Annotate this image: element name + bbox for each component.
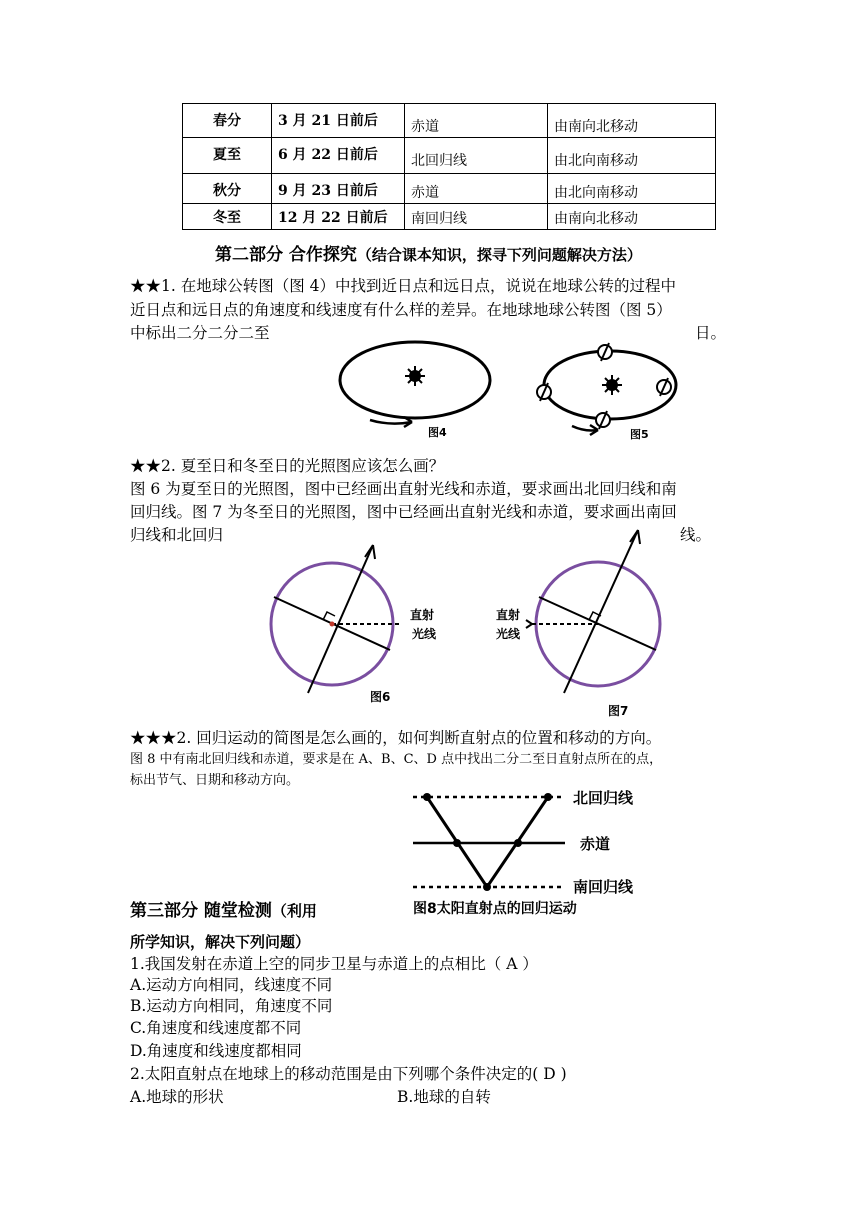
move-cell: 由南向北移动 [548,204,716,230]
p3-q1-option: D.角速度和线速度都相同 [130,1042,302,1060]
table-row [183,174,716,204]
fig8-caption: 图8太阳直射点的回归运动 [413,901,577,917]
fig7-ray-label1: 直射 [496,608,521,622]
fig8-equator-label: 赤道 [580,835,611,853]
part3-title: 第三部分 随堂检测 [130,901,272,921]
fig8-north-label: 北回归线 [573,789,634,807]
term-cell: 夏至 [183,138,272,174]
fig6-label: 图6 [370,690,391,704]
fig6-ray-label2: 光线 [412,627,437,641]
p3-q2-option-b: B.地球的自转 [397,1088,491,1106]
q2-line1: ★★2. 夏至日和冬至日的光照图应该怎么画？ [130,457,445,475]
q1-line3-right: 日。 [695,324,727,342]
q2-line4-left: 归线和北回归 [130,526,224,544]
fig4-orbit [340,342,490,439]
move-cell: 由北向南移动 [548,174,716,204]
season-table [182,103,716,230]
date-cell: 6 月 22 日前后 [272,138,405,174]
move-cell: 由北向南移动 [548,138,716,174]
fig8-south-label: 南回归线 [573,878,634,896]
table-row [183,204,716,230]
q1-line2: 近日点和远日点的角速度和线速度有什么样的差异。在地球地球公转图（图 5） [130,301,672,319]
fig5-label: 图5 [630,428,649,441]
date-cell: 9 月 23 日前后 [272,174,405,204]
fig8-diagram [405,785,685,920]
fig4-label: 图4 [428,426,447,439]
place-cell: 南回归线 [405,204,548,230]
p3-q1-option: A.运动方向相同，线速度不同 [130,976,333,994]
q1-line3-left: 中标出二分二分二至 [130,324,270,342]
place-cell: 北回归线 [405,138,548,174]
table-row [183,138,716,174]
part2-heading [215,240,642,265]
fig6 [271,545,437,704]
place-cell: 赤道 [405,104,548,138]
term-cell: 冬至 [183,204,272,230]
table-row [183,104,716,138]
p3-q1-option: C.角速度和线速度都不同 [130,1019,302,1037]
q3-line1: ★★★2. 回归运动的简图是怎么画的，如何判断直射点的位置和移动的方向。 [130,729,662,747]
part3-subtitle-a: （利用 [271,902,317,920]
date-cell: 12 月 22 日前后 [272,204,405,230]
q3-line3: 标出节气、日期和移动方向。 [130,773,300,788]
p3-q2-option-a: A.地球的形状 [130,1088,224,1106]
sun-icon [405,366,425,386]
fig7 [496,530,660,718]
fig6-ray-label1: 直射 [410,608,435,622]
earth-icon [537,383,551,401]
sun-icon [602,375,622,395]
earth-icon [596,411,610,429]
q1-line1: ★★1. 在地球公转图（图 4）中找到近日点和远日点，说说在地球公转的过程中 [130,277,677,295]
p3-q1-option: B.运动方向相同，角速度不同 [130,997,333,1015]
p3-q1: 1.我国发射在赤道上空的同步卫星与赤道上的点相比（ A ） [130,955,538,973]
fig7-label: 图7 [608,704,629,718]
orbit-figures [330,330,690,445]
place-cell: 赤道 [405,174,548,204]
q2-line3: 回归线。图 7 为冬至日的光照图，图中已经画出直射光线和赤道，要求画出南回 [130,503,677,521]
illumination-figures [260,525,680,725]
part2-title: 第二部分 合作探究 [215,245,357,265]
term-cell: 秋分 [183,174,272,204]
p3-q2: 2.太阳直射点在地球上的移动范围是由下列哪个条件决定的( D ) [130,1065,567,1083]
term-cell: 春分 [183,104,272,138]
earth-icon [657,378,671,396]
earth-icon [598,343,612,361]
q2-line4-right: 线。 [680,526,712,544]
date-cell: 3 月 21 日前后 [272,104,405,138]
fig7-ray-label2: 光线 [496,627,521,641]
fig5-orbit [537,343,676,441]
part3-subtitle-b: 所学知识，解决下列问题） [130,933,311,951]
move-cell: 由南向北移动 [548,104,716,138]
part2-subtitle: （结合课本知识，探寻下列问题解决方法） [356,246,642,264]
part3-heading [130,896,317,921]
q2-line2: 图 6 为夏至日的光照图，图中已经画出直射光线和赤道，要求画出北回归线和南 [130,480,677,498]
q3-line2: 图 8 中有南北回归线和赤道，要求是在 A、B、C、D 点中找出二分二至日直射点所在的点， [130,752,663,767]
